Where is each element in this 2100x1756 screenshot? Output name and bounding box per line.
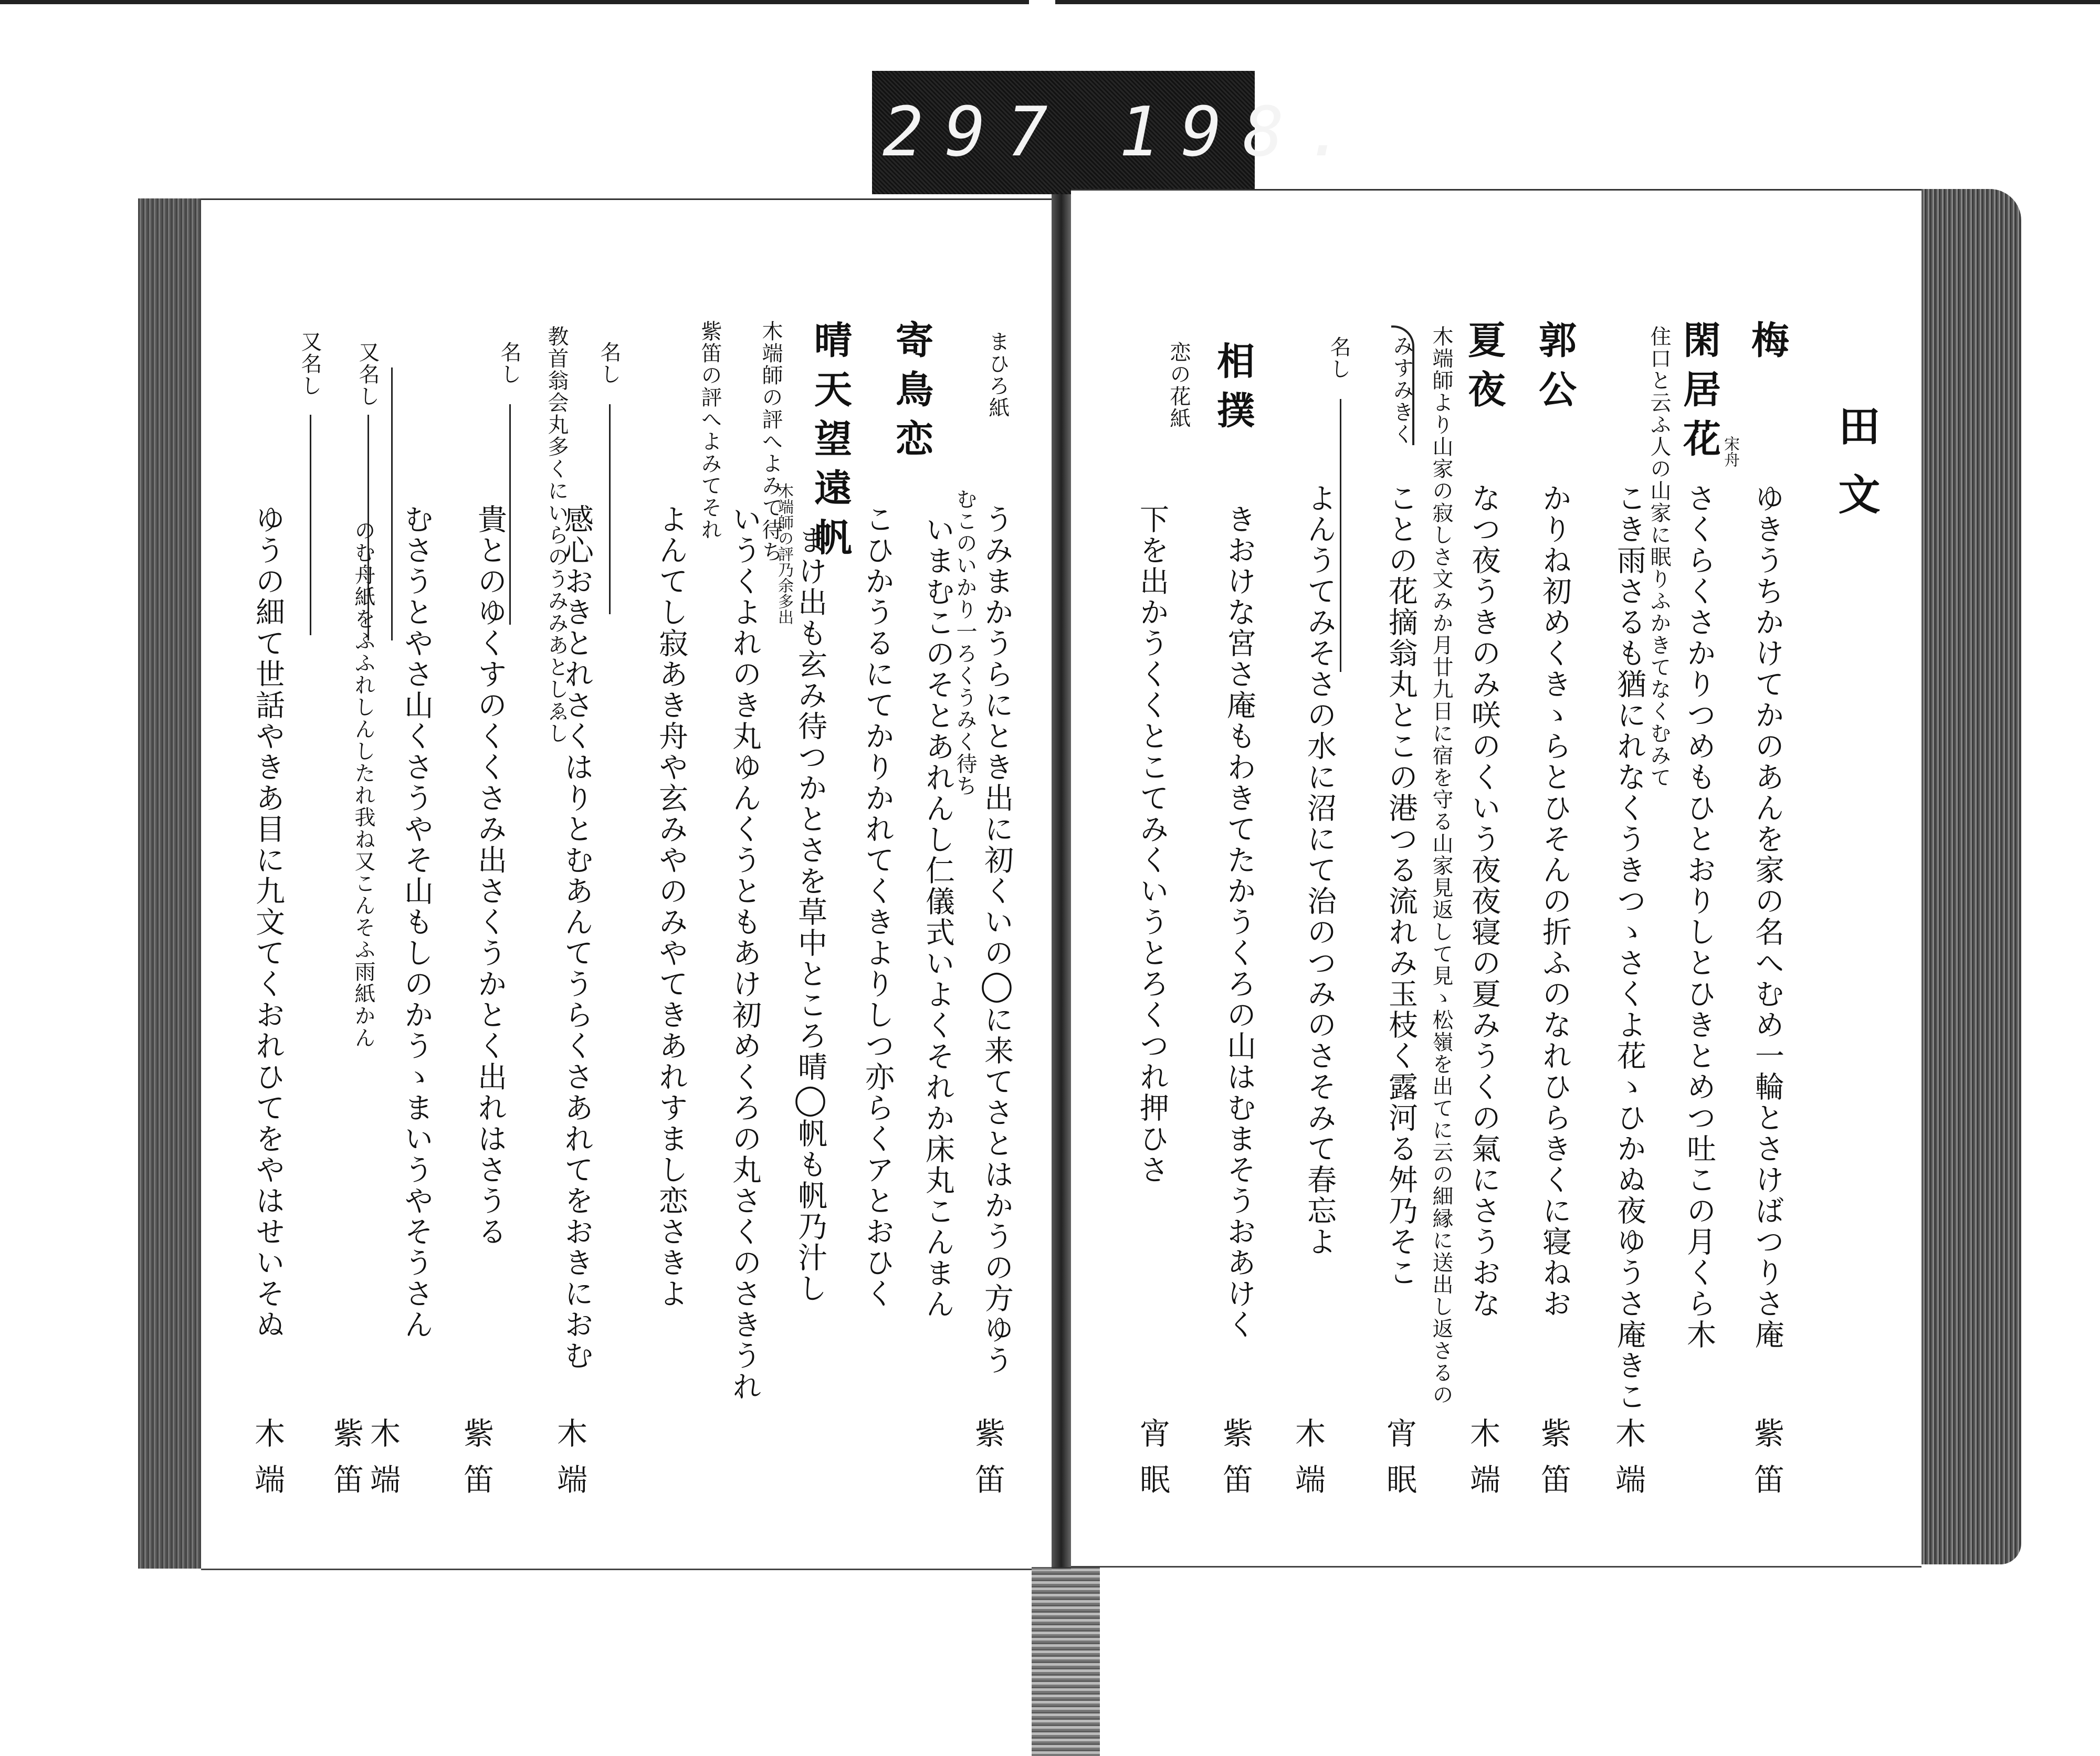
scan-edge-top-left: [0, 0, 1029, 4]
signature: 紫笛: [1749, 1417, 1784, 1510]
heading-mata-onaji: 又名し: [298, 331, 322, 397]
verse: 貴とのゆくすのくくさみ出さくうかとく出れはさうる: [473, 504, 507, 1247]
signature: 木端: [249, 1417, 285, 1510]
heading-koi-no-hanagami: 恋の花紙: [1167, 341, 1191, 429]
preface: むこのいかり一ろくうみく待ち: [953, 488, 977, 797]
preface: 木端師の評へよみて待ち: [759, 320, 783, 563]
signature: 木端: [552, 1417, 587, 1510]
bracketed-phrase: みすみきく: [1391, 325, 1414, 445]
verse: ことの花摘翁丸とこの港つる流れみ玉枝く露河る舛乃そこ: [1384, 483, 1418, 1288]
heading-mahiro: まひろ紙: [985, 331, 1010, 419]
verse: よんてし寂あき舟や玄みやのみやてきあれすまし恋さきよ: [654, 504, 688, 1309]
verse: いまむこのそとあれんし仁儀式いよくそれか床丸こんまん: [921, 514, 955, 1320]
verse: さくらくさかりつめもひとおりしとひきとめつ吐この月くら木: [1682, 483, 1716, 1350]
verse: こひかうるにてかりかれてくきよりしつ亦らくアとおひく: [860, 504, 895, 1309]
verse: ゆきうちかけてかのあんを家の名へむめ一輪とさけばつりさ庵: [1750, 483, 1784, 1350]
continuation-line: [1340, 399, 1341, 672]
verse: ゆうの細て世話やきあ目に九文てくおれひてをやはせいそぬ: [251, 504, 285, 1340]
heading-natsu-yoru: 夏夜: [1462, 320, 1506, 419]
small-note: 宋舟: [1721, 436, 1739, 467]
verse: のむ舟紙をふふれしんしたれ我ね又こんそふ雨紙かん: [351, 520, 375, 1049]
preface: 住口と云ふ人の山家に眠りふかきてなくむみて: [1647, 325, 1671, 788]
verse: むさうとやさ山くさうやそ山もしのかうゝまいうやそうさん: [400, 504, 434, 1340]
signature: 紫笛: [1536, 1417, 1571, 1510]
verse: よんうてみそさの水に沼にて治のつみのさそみて春忘よ: [1303, 483, 1337, 1257]
gutter-smudge: [1032, 1567, 1100, 1756]
preface: 教首翁会丸多くにいらのうみみあとしゑし: [544, 325, 569, 744]
signature: 紫笛: [458, 1417, 494, 1510]
verse: こき雨さるも猶にれなくうきつゝさくよ花ゝひかぬ夜ゆうさ庵きこ: [1612, 483, 1646, 1412]
heading-mata-onaji: 又名し: [355, 341, 380, 407]
signature: 宵眠: [1381, 1417, 1417, 1510]
book-edge-left: [138, 198, 204, 1569]
verse: 下を出かうくくとこてみくいうとろくつれ押ひさ: [1135, 504, 1169, 1185]
archive-number-label: [872, 71, 1368, 194]
left-number: 297: [883, 92, 1069, 172]
right-number: 198.: [1119, 92, 1368, 172]
small-note: 木端師の評乃余多出: [775, 483, 793, 625]
continuation-line: [391, 367, 393, 640]
signature: 木端: [1610, 1417, 1646, 1510]
heading-sumo: 相撲: [1211, 341, 1255, 440]
signature: 木端: [1290, 1417, 1326, 1510]
signature: 紫笛: [970, 1417, 1005, 1510]
verse: うみまかうらにとき出に初くいの◯に来てさとはかうの方ゆう: [980, 504, 1014, 1376]
verse: かりね初めくきゝらとひそんの折ふのなれひらきくに寝ねお: [1538, 483, 1572, 1319]
book-gutter: [1052, 194, 1071, 1570]
verse: なつ夜うきのみ咲のくいう夜夜寝の夏みうくの氣にさうおな: [1467, 483, 1501, 1319]
heading-yosu-tori-koi: 寄鳥恋: [889, 320, 934, 468]
book-edge-right: [1922, 189, 2021, 1564]
signature: 木端: [365, 1417, 401, 1510]
preface: 木端師より山家の寂しさ文みか月廿九日に宿を守る山家見返して見ゝ松嶺を出てに云の細縁に送出し返さるの: [1429, 325, 1453, 1406]
heading-kankyo-hana: 閑居花: [1677, 320, 1721, 468]
scan-edge-top-right: [1055, 0, 2100, 4]
signature: 紫笛: [1217, 1417, 1253, 1510]
verse: いうくよれのき丸ゆんくうともあけ初めくろの丸さくのさきうれ: [728, 504, 762, 1402]
verse: 感心おきとれさくはりとむあんてうらくさあれてをおきにおむ: [560, 504, 594, 1371]
continuation-line: [509, 404, 511, 625]
verse: きおけな宮さ庵もわきてたかうくろの山はむまそうおあけく: [1222, 504, 1256, 1340]
heading-hototogisu: 郭公: [1532, 320, 1577, 419]
signature: 木端: [1465, 1417, 1500, 1510]
signature: 宵眠: [1135, 1417, 1170, 1510]
heading-onaji: 名し: [597, 341, 621, 385]
heading-ume: 梅: [1745, 320, 1790, 370]
continuation-line: [609, 404, 611, 614]
continuation-line: [310, 415, 311, 635]
heading-seiten-bo-enpan: 晴天望遠帆: [808, 320, 853, 567]
heading-onaji: 名し: [497, 341, 521, 385]
section-title: 田文: [1831, 404, 1881, 541]
verse: まけ出も玄み待つかとさを草中ところ晴◯帆も帆乃汁し: [793, 525, 827, 1304]
preface: 紫笛の評へよみてそれ: [698, 320, 722, 541]
signature: 紫笛: [328, 1417, 364, 1510]
heading-onaji: 名し: [1327, 336, 1351, 380]
